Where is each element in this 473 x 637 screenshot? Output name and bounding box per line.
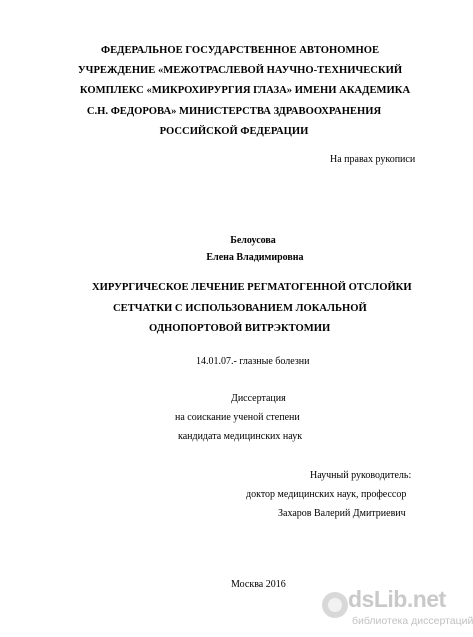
city-year: Москва 2016	[231, 579, 286, 590]
title-line-1: ХИРУРГИЧЕСКОЕ ЛЕЧЕНИЕ РЕГМАТОГЕННОЙ ОТСЛОЙКИ	[92, 282, 412, 293]
organization-line-4: С.Н. ФЕДОРОВА» МИНИСТЕРСТВА ЗДРАВООХРАНЕНИЯ	[86, 106, 382, 117]
supervisor-role: Научный руководитель:	[310, 470, 412, 481]
organization-line-1: ФЕДЕРАЛЬНОЕ ГОСУДАРСТВЕННОЕ АВТОНОМНОЕ	[100, 45, 380, 56]
organization-line-5: РОССИЙСКОЙ ФЕДЕРАЦИИ	[159, 126, 309, 137]
watermark-tagline: библиотека диссертаций	[352, 615, 473, 627]
dissertation-line-3: кандидата медицинских наук	[178, 431, 303, 442]
rights-note: На правах рукописи	[330, 154, 416, 165]
organization-line-2: УЧРЕЖДЕНИЕ «МЕЖОТРАСЛЕВОЙ НАУЧНО-ТЕХНИЧЕСКИЙ	[77, 65, 403, 76]
watermark-logo: dsLib.net	[348, 586, 446, 612]
supervisor-name: Захаров Валерий Дмитриевич	[278, 508, 406, 519]
organization-line-3: КОМПЛЕКС «МИКРОХИРУРГИЯ ГЛАЗА» ИМЕНИ АКАДЕМИКА	[79, 85, 411, 96]
dissertation-line-1: Диссертация	[231, 393, 286, 404]
globe-icon	[322, 592, 348, 618]
supervisor-degree: доктор медицинских наук, профессор	[246, 489, 407, 500]
title-line-3: ОДНОПОРТОВОЙ ВИТРЭКТОМИИ	[149, 323, 331, 334]
author-surname: Белоусова	[230, 235, 276, 246]
author-given-names: Елена Владимировна	[206, 252, 304, 263]
dissertation-line-2: на соискание ученой степени	[175, 412, 300, 423]
specialty-code: 14.01.07.- глазные болезни	[196, 356, 310, 367]
title-line-2: СЕТЧАТКИ С ИСПОЛЬЗОВАНИЕМ ЛОКАЛЬНОЙ	[113, 303, 367, 314]
dslib-watermark[interactable]	[322, 584, 473, 634]
